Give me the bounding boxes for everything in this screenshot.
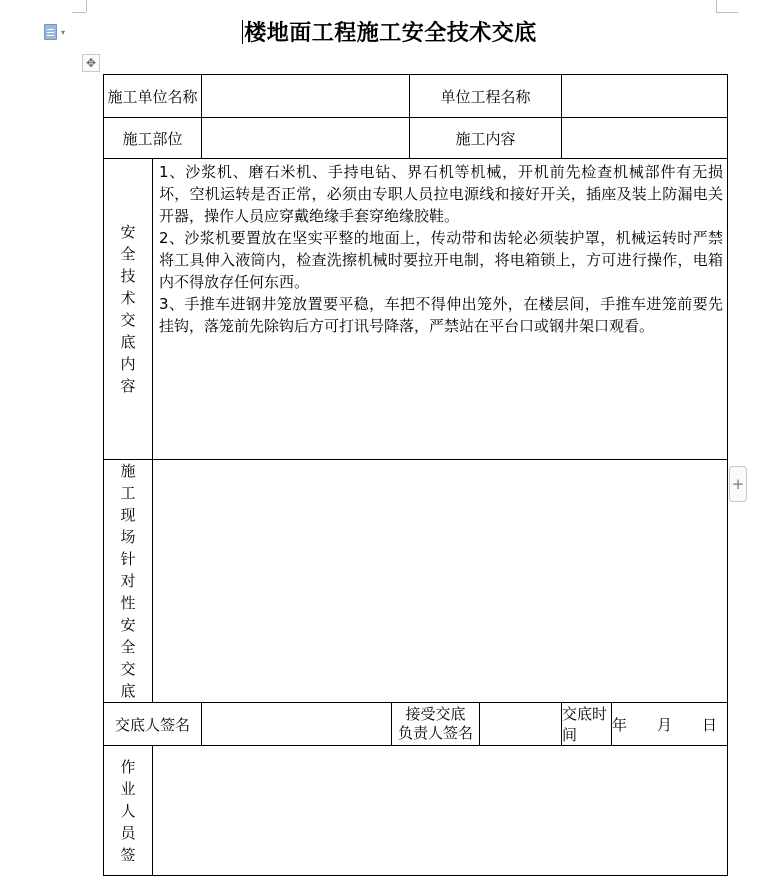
construction-content-label: 施工内容 — [410, 118, 562, 159]
unit-name-label: 施工单位名称 — [104, 75, 202, 118]
margin-corner-mark — [86, 0, 87, 12]
safety-content-field[interactable] — [153, 159, 728, 460]
safety-item: 3、手推车进钢井笼放置要平稳，车把不得伸出笼外，在楼层间，手推车进笼前要先挂钩，落笼前先除钩后方可打讯号降落，严禁站在平台口或钢井架口观看。 — [159, 295, 724, 335]
document-menu-icon[interactable]: ▾ — [44, 24, 66, 40]
site-specific-label: 施工现场针对性安全交底 — [104, 460, 153, 703]
project-name-field[interactable] — [562, 75, 728, 118]
briefing-time-label: 交底时间 — [562, 703, 612, 745]
safety-briefing-form — [103, 74, 728, 876]
receiver-label-line2: 负责人签名 — [398, 724, 474, 742]
briefing-time-cell — [562, 703, 728, 746]
workers-signature-label: 作业人员签 — [104, 746, 153, 876]
date-month: 月 — [657, 715, 673, 734]
receiver-signature-field[interactable] — [480, 703, 562, 746]
site-specific-field[interactable] — [153, 460, 728, 703]
margin-corner-mark — [72, 12, 86, 13]
document-title-text: 楼地面工程施工安全技术交底 — [244, 20, 537, 46]
date-day: 日 — [702, 715, 718, 734]
briefer-signature-label: 交底人签名 — [104, 703, 202, 746]
project-name-label: 单位工程名称 — [410, 75, 562, 118]
receiver-label-line1: 接受交底 — [405, 705, 466, 723]
margin-corner-mark — [716, 0, 717, 12]
receiver-signature-label — [392, 703, 480, 746]
safety-item: 2、沙浆机要置放在坚实平整的地面上，传动带和齿轮必须装护罩，机械运转时严禁将工具伸入液筒内，检查洗擦机械时要拉开电制，将电箱锁上，方可进行操作，电箱内不得放存任何东西。 — [159, 229, 724, 291]
construction-part-label: 施工部位 — [104, 118, 202, 159]
safety-content-label: 安全技术交底内容 — [104, 159, 153, 460]
briefing-date-field[interactable] — [612, 703, 727, 745]
construction-content-field[interactable] — [562, 118, 728, 159]
safety-item: 1、沙浆机、磨石米机、手持电钻、界石机等机械，开机前先检查机械部件有无损坏，空机运转是否正常，必须由专职人员拉电源线和接好开关，插座及装上防漏电关开器，操作人员应穿戴绝缘手套穿绝缘胶鞋。 — [159, 163, 724, 225]
margin-corner-mark — [716, 12, 738, 13]
document-title — [0, 16, 779, 47]
workers-signature-field[interactable] — [153, 746, 728, 876]
construction-part-field[interactable] — [202, 118, 410, 159]
date-year: 年 — [612, 715, 628, 734]
table-move-handle-icon[interactable]: ✥ — [82, 54, 100, 72]
briefer-signature-field[interactable] — [202, 703, 392, 746]
unit-name-field[interactable] — [202, 75, 410, 118]
add-column-button[interactable]: + — [729, 466, 747, 502]
